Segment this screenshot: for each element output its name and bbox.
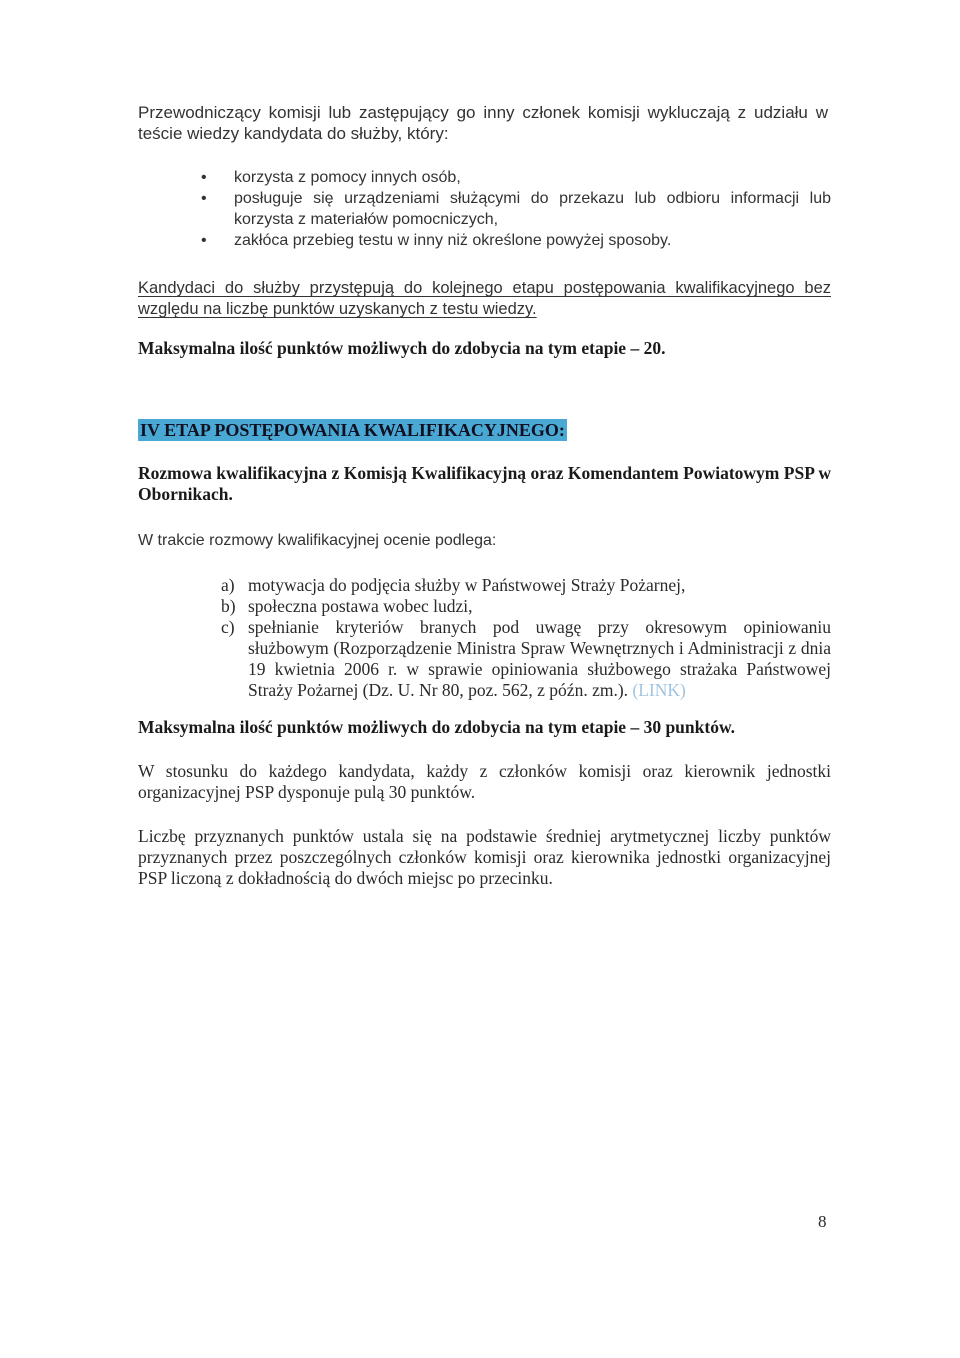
bullet-icon: •: [201, 169, 207, 186]
candidates-note: Kandydaci do służby przystępują do kolejnego etapu postępowania kwalifikacyjnego bez względu na liczbę punktów uzyskanych z testu wiedzy.: [138, 279, 831, 318]
paragraph-pool: W stosunku do każdego kandydata, każdy z członków komisji oraz kierownik jednostki organizacyjnej PSP dysponuje pulą 30 punktów.: [138, 761, 831, 802]
stage4-heading: IV ETAP POSTĘPOWANIA KWALIFIKACYJNEGO:: [140, 420, 565, 440]
list-item: • posługuje się urządzeniami służącymi do przekazu lub odbioru informacji lub korzysta z materiałów pomocniczych,: [201, 190, 831, 228]
max-points-stage4: Maksymalna ilość punktów możliwych do zdobycia na tym etapie – 30 punktów.: [138, 717, 736, 737]
stage4-heading-wrap: [138, 419, 831, 441]
intro-paragraph: Przewodniczący komisji lub zastępujący go inny członek komisji wykluczają z udziału w teście wiedzy kandydata do służby, który:: [138, 103, 828, 143]
paragraph-average: Liczbę przyznanych punktów ustala się na podstawie średniej arytmetycznej liczby punktów przyznanych przez poszczególnych członków komisji oraz kierownika jednostki organizacyjnej PSP liczoną z dokładnością do dwóch miejsc po przecinku.: [138, 826, 831, 888]
evaluation-list: [138, 575, 831, 701]
page-number: 8: [818, 1212, 827, 1231]
bullet-icon: •: [201, 190, 207, 207]
list-item: a) motywacja do podjęcia służby w Państwowej Straży Pożarnej,: [221, 575, 686, 595]
list-item: • korzysta z pomocy innych osób,: [201, 169, 461, 186]
link[interactable]: (LINK): [632, 680, 686, 700]
bullet-icon: •: [201, 232, 207, 249]
list-item: c) spełnianie kryteriów branych pod uwagę przy okresowym opiniowaniu służbowym (Rozporządzenie Ministra Spraw Wewnętrznych i Administracji z dnia 19 kwietnia 2006 r. w sprawie opiniowania służbowego strażaka Państwowej Straży Pożarnej (Dz. U. Nr 80, poz. 562, z późn. zm.). (LINK): [221, 617, 831, 700]
exclusion-list: [138, 167, 831, 251]
list-item: • zakłóca przebieg testu w inny niż określone powyżej sposoby.: [201, 232, 672, 249]
list-item: b) społeczna postawa wobec ludzi,: [221, 596, 473, 616]
max-points-stage3: Maksymalna ilość punktów możliwych do zdobycia na tym etapie – 20.: [138, 338, 666, 358]
stage4-subheading: Rozmowa kwalifikacyjna z Komisją Kwalifikacyjną oraz Komendantem Powiatowym PSP w Obornikach.: [138, 463, 831, 504]
evaluation-intro: W trakcie rozmowy kwalifikacyjnej ocenie podlega:: [138, 532, 497, 549]
